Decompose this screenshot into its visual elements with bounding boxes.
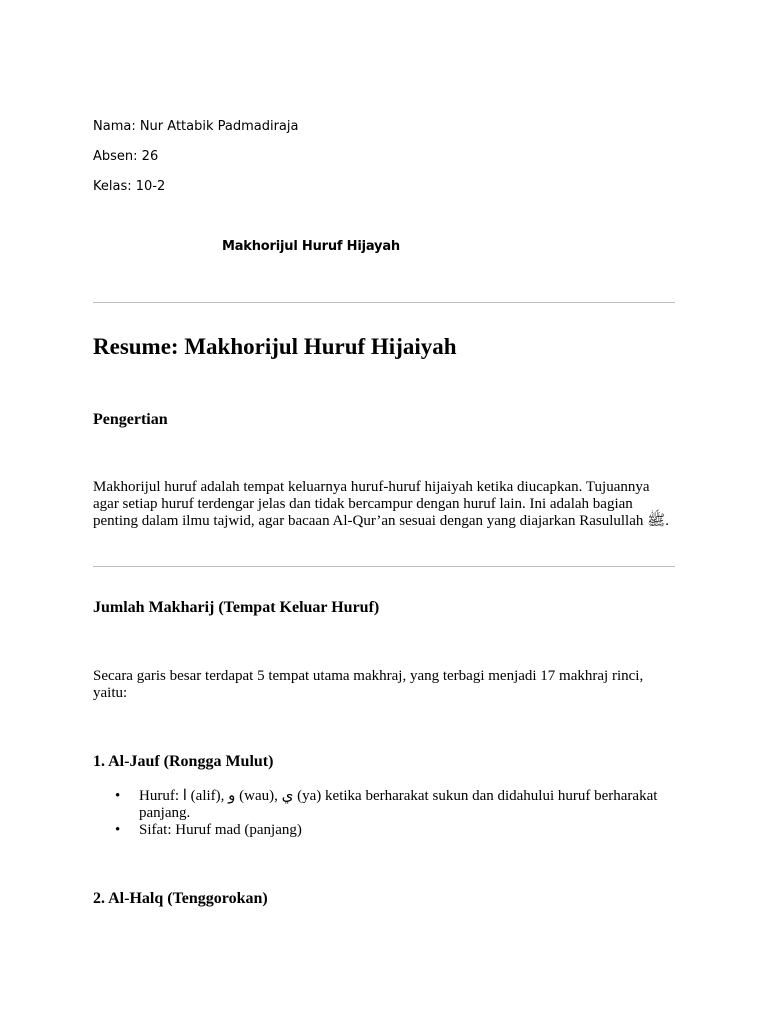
heading-al-jauf: 1. Al-Jauf (Rongga Mulut) — [93, 753, 274, 770]
list-item — [93, 788, 683, 822]
heading-al-halq: 2. Al-Halq (Tenggorokan) — [93, 890, 268, 907]
bullet-icon: • — [115, 822, 121, 838]
divider — [93, 302, 675, 303]
al-jauf-list — [93, 788, 683, 839]
list-item — [93, 822, 683, 839]
list-item-text: Sifat: Huruf mad (panjang) — [139, 822, 302, 838]
student-class: Kelas: 10-2 — [93, 179, 166, 194]
list-item-text: Huruf: ا (alif), و (wau), ي (ya) ketika berharakat sukun dan didahului huruf berharakat panjang. — [139, 788, 658, 821]
paragraph-pengertian: Makhorijul huruf adalah tempat keluarnya huruf-huruf hijaiyah ketika diucapkan. Tujuannya agar setiap huruf terdengar jelas dan tidak bercampur dengan huruf lain. Ini adalah bagian penting dalam ilmu tajwid, agar bacaan Al-Qur’an sesuai dengan yang diajarkan Rasulullah ﷺ. — [93, 479, 670, 529]
heading-pengertian: Pengertian — [93, 411, 168, 428]
student-name: Nama: Nur Attabik Padmadiraja — [93, 119, 299, 134]
student-absen: Absen: 26 — [93, 149, 159, 164]
resume-title: Resume: Makhorijul Huruf Hijaiyah — [93, 334, 457, 359]
document-title: Makhorijul Huruf Hijayah — [222, 239, 400, 254]
heading-jumlah-makharij: Jumlah Makharij (Tempat Keluar Huruf) — [93, 599, 380, 616]
bullet-icon: • — [115, 788, 121, 804]
paragraph-jumlah-makharij: Secara garis besar terdapat 5 tempat utama makhraj, yang terbagi menjadi 17 makhraj rinci, yaitu: — [93, 668, 644, 701]
divider — [93, 566, 675, 567]
